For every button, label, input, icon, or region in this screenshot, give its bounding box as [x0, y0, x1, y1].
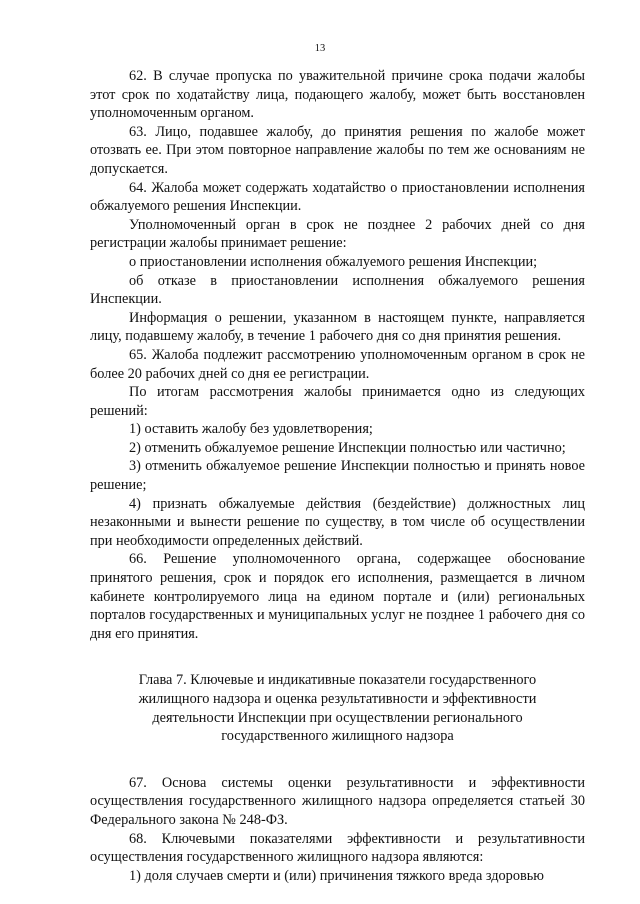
paragraph-63: 63. Лицо, подавшее жалобу, до принятия решения по жалобе может отозвать ее. При этом повторное направление жалобы по тем же основаниям не допускается. [90, 123, 585, 177]
chapter-heading-line: деятельности Инспекции при осуществлении регионального [152, 709, 523, 726]
chapter-heading-line: государственного жилищного надзора [221, 728, 454, 745]
paragraph-65-item-4: 4) признать обжалуемые действия (бездействие) должностных лиц незаконными и вынести решение по существу, в том числе об осуществлении при необходимости определенных действий. [90, 495, 585, 549]
paragraph-65-item-1: 1) оставить жалобу без удовлетворения; [129, 421, 373, 438]
paragraph-62: 62. В случае пропуска по уважительной причине срока подачи жалобы этот срок по ходатайству лица, подающего жалобу, может быть восстановлен уполномоченным органом. [90, 68, 585, 122]
paragraph-65-results: По итогам рассмотрения жалобы принимается одно из следующих решений: [90, 384, 585, 419]
paragraph-68: 68. Ключевыми показателями эффективности и результативности осуществления государственного жилищного надзора являются: [90, 830, 585, 866]
paragraph-64-decision: Уполномоченный орган в срок не позднее 2 рабочих дней со дня регистрации жалобы принимает решение: [90, 216, 585, 252]
document-body [90, 67, 585, 885]
paragraph-67: 67. Основа системы оценки результативности и эффективности осуществления государственного жилищного надзора определяется статьей 30 Федерального закона № 248-ФЗ. [90, 774, 585, 828]
paragraph-64-option-1: о приостановлении исполнения обжалуемого решения Инспекции; [129, 253, 538, 270]
paragraph-65-item-2: 2) отменить обжалуемое решение Инспекции полностью или частично; [129, 439, 566, 456]
paragraph-64-info: Информация о решении, указанном в настоящем пункте, направляется лицу, подавшему жалобу, в течение 1 рабочего дня со дня принятия решения. [90, 309, 585, 345]
chapter-heading-line: Глава 7. Ключевые и индикативные показатели государственного [138, 672, 537, 689]
paragraph-66: 66. Решение уполномоченного органа, содержащее обоснование принятого решения, срок и порядок его исполнения, размещается в личном кабинете контролируемого лица на едином портале и (или) региональных порталов государственных и муниципальных услуг не позднее 1 рабочего дня со дня его принятия. [90, 551, 585, 642]
paragraph-65: 65. Жалоба подлежит рассмотрению уполномоченным органом в срок не более 20 рабочих дней со дня ее регистрации. [90, 346, 585, 382]
paragraph-64: 64. Жалоба может содержать ходатайство о приостановлении исполнения обжалуемого решения Инспекции. [90, 179, 585, 215]
page-number: 13 [314, 43, 326, 54]
paragraph-65-item-3: 3) отменить обжалуемое решение Инспекции полностью и принять новое решение; [90, 458, 585, 494]
chapter-heading-line: жилищного надзора и оценка результативности и эффективности [138, 691, 537, 707]
paragraph-68-item-1: 1) доля случаев смерти и (или) причинения тяжкого вреда здоровью [129, 867, 544, 884]
chapter-heading [90, 671, 585, 745]
paragraph-64-option-2: об отказе в приостановлении исполнения обжалуемого решения Инспекции. [90, 272, 585, 308]
